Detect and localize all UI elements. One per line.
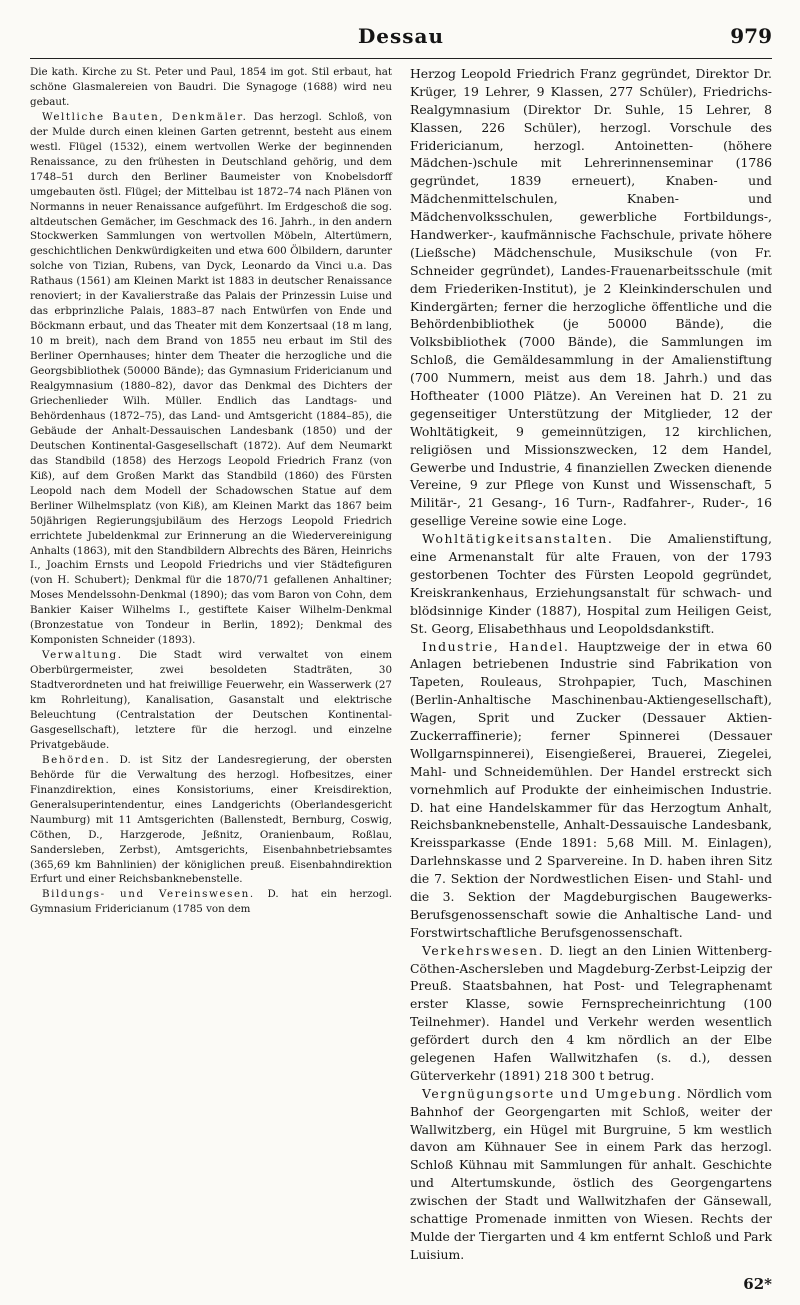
sheet-signature: 62* [743,1275,772,1293]
section-lead: Weltliche Bauten, Denkmäler. [42,110,248,123]
paragraph-text: D. liegt an den Linien Wittenberg-Cöthen-Aschersleben und Magdeburg-Zerbst-Leipzig der Preuß. Staatsbahnen, hat Post- und Telegraphenamt erster Klasse, sowie Fernsprecheinrichtung (100 Teilnehmer). Handel und Verkehr werden wesentlich gefördert durch den 4 km nördlich an der Elbe gelegenen Hafen Wallwitzhafen (s. d.), dessen Güterverkehr (1891) 218 300 t betrug. [410,942,772,1083]
paragraph [30,648,392,753]
paragraph [410,530,772,637]
paragraph-text: Die kath. Kirche zu St. Peter und Paul, 1854 im got. Stil erbaut, hat schöne Glasmalereien von Baudri. Die Synagoge (1688) wird neu gebaut. [30,66,392,108]
paragraph [30,887,392,917]
paragraph-text: D. hat ein herzogl. Gymnasium Fridericianum (1785 von dem [30,888,392,916]
page-number: 979 [730,24,772,48]
section-lead: Wohltätigkeitsanstalten. [422,531,614,547]
section-lead: Behörden. [42,753,111,766]
paragraph-text: Die Amalienstiftung, eine Armenanstalt für alte Frauen, von der 1793 gestorbenen Tochter des Fürsten Leopold gegründet, Kreiskrankenhaus, Erziehungsanstalt für schwach- und blödsinnige Kinder (1887), Hospital zum Heiligen Geist, St. Georg, Elisabethhaus und Leopoldsdankstift. [410,531,772,636]
paragraph [410,638,772,942]
paragraph [30,110,392,648]
section-lead: Verwaltung. [42,649,123,662]
paragraph [30,65,392,110]
paragraph [410,1085,772,1264]
text-columns [30,65,772,1264]
left-column [30,65,392,1264]
paragraph-text: Das herzogl. Schloß, von der Mulde durch einen kleinen Garten getrennt, besteht aus einem westl. Flügel (1532), einem wertvollen Werke der beginnenden Renaissance, zu den frühesten in Deutschland gehörig, und dem 1748–51 durch den Berliner Baumeister von Knobelsdorff umgebauten östl. Flügel; der Mittelbau ist 1872–74 nach Plänen von Normanns in neuer Renaissance aufgeführt. Im Erdgeschoß die sog. altdeutschen Gemächer, im Geschmack des 16. Jahrh., in den andern Stockwerken Sammlungen von wertvollen Möbeln, Altertümern, geschichtlichen Denkwürdigkeiten und etwa 600 Ölbildern, darunter solche von Tizian, Rubens, van Dyck, Leonardo da Vinci u.a. Das Rathaus (1561) am Kleinen Markt ist 1883 in deutscher Renaissance renoviert; in der Kavalierstraße das Palais der Prinzessin Luise und das erbprinzliche Palais, 1883–87 nach Entwürfen von Ende und Böckmann erbaut, und das Theater mit dem Konzertsaal (18 m lang, 10 m breit), nach dem Brand von 1855 neu erbaut im Stil des Berliner Opernhauses; hinter dem Theater die herzogliche und die Georgsbibliothek (50000 Bände); das Gymnasium Fridericianum und Realgymnasium (1880–82), davor das Denkmal des Dichters der Griechenlieder Wilh. Müller. Endlich das Landtags- und Behördenhaus (1872–75), das Land- und Amtsgericht (1884–85), die Gebäude der Anhalt-Dessauischen Landesbank (1850) und der Deutschen Kontinental-Gasgesellschaft (1872). Auf dem Neumarkt das Standbild (1858) des Herzogs Leopold Friedrich Franz (von Kiß), auf dem Großen Markt das Standbild (1860) des Fürsten Leopold nach dem Modell der Schadowschen Statue auf dem Berliner Wilhelmsplatz (von Kiß), am Kleinen Markt das 1867 beim 50jährigen Regierungsjubiläum des Herzogs Leopold Friedrich errichtete Jubeldenkmal zur Erinnerung an die Wiedervereinigung Anhalts (1863), mit den Standbildern Albrechts des Bären, Heinrichs I., Joachim Ernsts und Leopold Friedrichs und vier Städtefiguren (von H. Schubert); Denkmal für die 1870/71 gefallenen Anhaltiner; Moses Mendelssohn-Denkmal (1890); das vom Baron von Cohn, dem Bankier Kaiser Wilhelms I., gestiftete Kaiser Wilhelm-Denkmal (Bronzestatue von Tondeur in Berlin, 1892); Denkmal des Komponisten Schneider (1893). [30,110,392,647]
paragraph-text: D. ist Sitz der Landesregierung, der obersten Behörde für die Verwaltung des herzogl. Hofbesitzes, einer Finanzdirektion, eines Konsistoriums, einer Kreisdirektion, Generalsuperintendentur, eines Landgerichts (Oberlandesgericht Naumburg) mit 11 Amtsgerichten (Ballenstedt, Bernburg, Coswig, Cöthen, D., Harzgerode, Jeßnitz, Oranienbaum, Roßlau, Sandersleben, Zerbst), Amtsgerichts, Eisenbahnbetriebsamtes (365,69 km Bahnlinien) der königlichen preuß. Eisenbahndirektion Erfurt und einer Reichsbanknebenstelle. [30,753,392,886]
running-title: Dessau [357,24,445,48]
paragraph [30,753,392,888]
paragraph-text: Nördlich vom Bahnhof der Georgengarten mit Schloß, weiter der Wallwitzberg, ein Hügel mit Burgruine, 5 km westlich davon am Kühnauer See in einem Park das herzogl. Schloß Kühnau mit Sammlungen für anhalt. Geschichte und Altertumskunde, östlich des Georgengartens zwischen der Stadt und Wallwitzhafen der Gänsewall, schattige Promenade inmitten von Wiesen. Rechts der Mulde der Tiergarten und 4 km entfernt Schloß und Park Luisium. [410,1085,772,1262]
paragraph-text: Hauptzweige der in etwa 60 Anlagen betriebenen Industrie sind Fabrikation von Tapeten, Rouleaus, Strohpapier, Tuch, Maschinen (Berlin-Anhaltische Maschinenbau-Aktiengesellschaft), Wagen, Sprit und Zucker (Dessauer Aktien-Zuckerraffinerie); ferner Spinnerei (Dessauer Wollgarnspinnerei), Eisengießerei, Brauerei, Ziegelei, Mahl- und Schneidemühlen. Der Handel erstreckt sich vornehmlich auf Produkte der einheimischen Industrie. D. hat eine Handelskammer für das Herzogtum Anhalt, Reichsbanknebenstelle, Anhalt-Dessauische Landesbank, Kreissparkasse (Ende 1891: 5,68 Mill. M. Einlagen), Darlehnskasse und 2 Sparvereine. In D. haben ihren Sitz die 7. Sektion der Nordwestlichen Eisen- und Stahl- und die 3. Sektion der Magdeburgischen Baugewerks-Berufsgenossenschaft sowie die Anhaltische Land- und Forstwirtschaftliche Berufsgenossenschaft. [410,638,772,940]
paragraph-text: Herzog Leopold Friedrich Franz gegründet, Direktor Dr. Krüger, 19 Lehrer, 9 Klassen, 277 Schüler), Friedrichs-Realgymnasium (Direktor Dr. Suhle, 15 Lehrer, 8 Klassen, 226 Schüler), herzogl. Vorschule des Fridericianum, herzogl. Antoinetten- (höhere Mädchen-)schule mit Lehrerinnenseminar (1786 gegründet, 1839 erneuert), Knaben- und Mädchenmittelschulen, Knaben- und Mädchenvolksschulen, gewerbliche Fortbildungs-, Handwerker-, kaufmännische Fachschule, private höhere (Ließsche) Mädchenschule, Musikschule (von Fr. Schneider gegründet), Landes-Frauenarbeitsschule (mit dem Friederiken-Institut), je 2 Kleinkinderschulen und Kindergärten; ferner die herzogliche öffentliche und die Behördenbibliothek (je 50000 Bände), die Volksbibliothek (7000 Bände), die Sammlungen im Schloß, die Gemäldesammlung in der Amalienstiftung (700 Nummern, meist aus dem 18. Jahrh.) und das Hoftheater (1000 Plätze). An Vereinen hat D. 21 zu gegenseitiger Unterstützung der Mitglieder, 12 der Wohltätigkeit, 9 gemeinnützigen, 12 kirchlichen, religiösen und Missionszwecken, 12 dem Handel, Gewerbe und Industrie, 4 finanziellen Zwecken dienende Vereine, 9 zur Pflege von Kunst und Wissenschaft, 5 Militär-, 21 Gesang-, 16 Turn-, Radfahrer-, Ruder-, 16 gesellige Vereine sowie eine Loge. [410,66,772,529]
right-column [410,65,772,1264]
section-lead: Verkehrswesen. [422,942,545,958]
section-lead: Bildungs- und Vereinswesen. [42,888,255,901]
page-header [30,18,772,59]
paragraph-text: Die Stadt wird verwaltet von einem Oberbürgermeister, zwei besoldeten Stadträten, 30 Stadtverordneten und hat freiwillige Feuerwehr, ein Wasserwerk (27 km Rohrleitung), Kanalisation, Gasanstalt und elektrische Beleuchtung (Centralstation der Deutschen Kontinental-Gasgesellschaft), letztere für die herzogl. und einzelne Privatgebäude. [30,649,392,751]
paragraph [410,942,772,1085]
section-lead: Industrie, Handel. [422,638,570,654]
paragraph [410,65,772,530]
section-lead: Vergnügungsorte und Umgebung. [422,1085,683,1101]
